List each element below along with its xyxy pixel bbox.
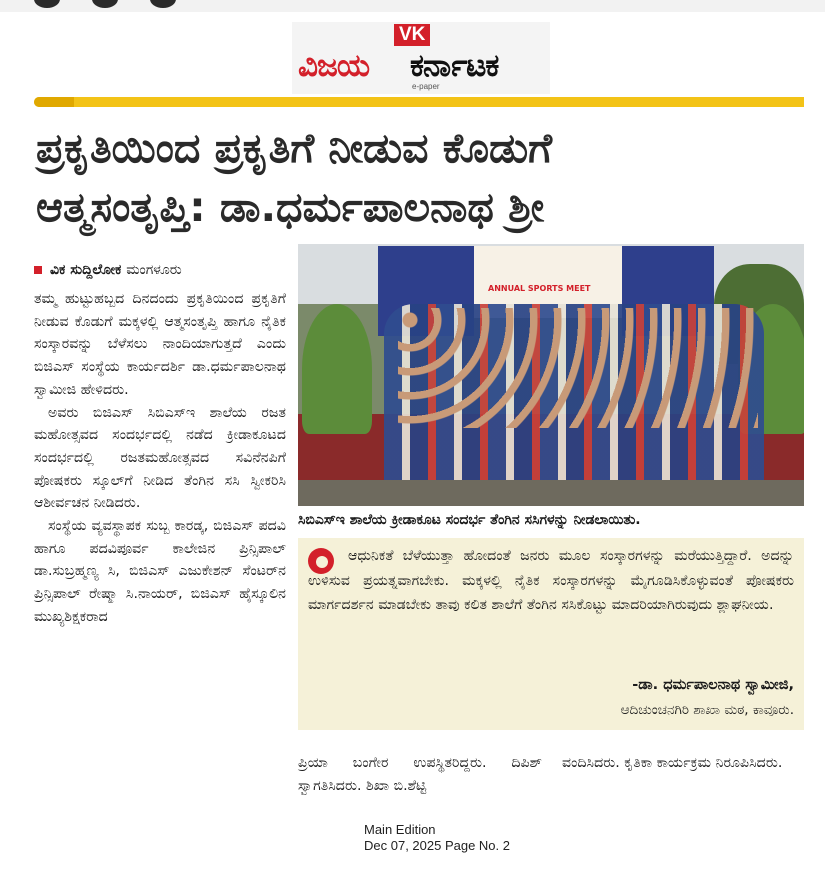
page-footer [364,822,510,854]
dateline [34,262,182,278]
headline-line-1: ಪ್ರಕೃತಿಯಿಂದ ಪ್ರಕೃತಿಗೆ ನೀಡುವ ಕೊಡುಗೆ [36,124,553,172]
dateline-place: ಮಂಗಳೂರು [126,262,182,278]
article-paragraph: ತಮ್ಮ ಹುಟ್ಟುಹಬ್ಬದ ದಿನದಂದು ಪ್ರಕೃತಿಯಿಂದ ಪ್ರಕೃತಿಗೆ ನೀಡುವ ಕೊಡುಗೆ ಮಕ್ಕಳಲ್ಲಿ ಆತ್ಮಸಂತೃಪ್ತಿ ಹಾಗೂ ನೈತಿಕ ಸಂಸ್ಕಾರವನ್ನು ಬೆಳೆಸಲು ನಾಂದಿಯಾಗುತ್ತದೆ ಎಂದು ಬಿಜಿಎಸ್ ಸಂಸ್ಥೆಯ ಕಾರ್ಯದರ್ಶಿ ಡಾ.ಧರ್ಮಪಾಲನಾಥ ಸ್ವಾಮೀಜಿ ಹೇಳಿದರು. [34,291,286,398]
ornament-icon [34,0,60,8]
photo-banner-text: ANNUAL SPORTS MEET [488,284,591,293]
footer-edition: Main Edition [364,822,436,837]
pull-quote-designation: ಆದಿಚುಂಚನಗಿರಿ ಶಾಖಾ ಮಠ, ಕಾವೂರು. [620,702,794,718]
masthead-name-left: ವಿಜಯ [298,48,370,84]
article-paragraph: ಸಂಸ್ಥೆಯ ವ್ಯವಸ್ಥಾಪಕ ಸುಬ್ಬ ಕಾರಡ್ಕ, ಬಿಜಿಎಸ್ ಪದವಿ ಹಾಗೂ ಪದವಿಪೂರ್ವ ಕಾಲೇಜಿನ ಪ್ರಿನ್ಸಿಪಾಲ್ ಡಾ.ಸುಬ್ರಹ್ಮಣ್ಯ ಸಿ, ಬಿಜಿಎಸ್ ಎಜುಕೇಶನ್ ಸೆಂಟರ್‌ನ ಪ್ರಿನ್ಸಿಪಾಲ್ ರೇಷ್ಮಾ ಸಿ.ನಾಯರ್, ಬಿಜಿಎಸ್ ಹೈಸ್ಕೂಲಿನ ಮುಖ್ಯಶಿಕ್ಷಕರಾದ [34,518,286,625]
headline-line-2: ಆತ್ಮಸಂತೃಪ್ತಿ: ಡಾ.ಧರ್ಮಪಾಲನಾಥ ಶ್ರೀ [36,183,545,231]
article-column-2: ಪ್ರಿಯಾ ಬಂಗೇರ ಉಪಸ್ಥಿತರಿದ್ದರು. ದಿಪಿಶ್ ಸ್ವಾಗತಿಸಿದರು. ಶಿಖಾ ಬಿ.ಶೆಟ್ಟಿ [298,755,542,794]
masthead-tagline: e-paper [412,82,440,91]
masthead-logo [292,22,550,94]
article-column-3: ವಂದಿಸಿದರು. ಕೃತಿಕಾ ಕಾರ್ಯಕ್ರಮ ನಿರೂಪಿಸಿದರು. [562,755,783,771]
dateline-source: ವಿಕ ಸುದ್ದಿಲೋಕ [50,262,122,278]
news-photo [298,244,804,506]
pull-quote-signature: -ಡಾ. ಧರ್ಮಪಾಲನಾಥ ಸ್ವಾಮೀಜಿ, [632,677,794,693]
headline-rule [34,97,804,107]
footer-date-page: Dec 07, 2025 Page No. 2 [364,838,510,853]
photo-caption: ಸಿಬಿಎಸ್‌ಇ ಶಾಲೆಯ ಕ್ರೀಡಾಕೂಟ ಸಂದರ್ಭ ತೆಂಗಿನ ಸಸಿಗಳನ್ನು ನೀಡಲಾಯಿತು. [298,512,641,528]
masthead-badge: VK [394,24,430,46]
pull-quote-text: ಆಧುನಿಕತೆ ಬೆಳೆಯುತ್ತಾ ಹೋದಂತೆ ಜನರು ಮೂಲ ಸಂಸ್ಕಾರಗಳನ್ನು ಮರೆಯುತ್ತಿದ್ದಾರೆ. ಅದನ್ನು ಉಳಿಸುವ ಪ್ರಯತ್ನವಾಗಬೇಕು. ಮಕ್ಕಳಲ್ಲಿ ನೈತಿಕ ಸಂಸ್ಕಾರಗಳನ್ನು ಮೈಗೂಡಿಸಿಕೊಳ್ಳುವಂತೆ ಪೋಷಕರು ಮಾರ್ಗದರ್ಶನ ಮಾಡಬೇಕು ತಾವು ಕಲಿತ ಶಾಲೆಗೆ ತೆಂಗಿನ ಸಸಿಕೊಟ್ಟು ಮಾದರಿಯಾಗಿರುವುದು ಶ್ಲಾಘನೀಯ. [308,548,794,613]
ornament-icon [92,0,118,8]
article-paragraph: ಅವರು ಬಿಜಿಎಸ್ ಸಿಬಿಎಸ್‌ಇ ಶಾಲೆಯ ರಜತ ಮಹೋತ್ಸವದ ಸಂದರ್ಭದಲ್ಲಿ ನಡೆದ ಕ್ರೀಡಾಕೂಟದ ಸಂದರ್ಭದಲ್ಲಿ ರಜತಮಹೋತ್ಸವದ ಸವಿನೆನಪಿಗೆ ಪೋಷಕರು ಸ್ಕೂಲ್‌ಗೆ ನೀಡಿದ ತೆಂಗಿನ ಸಸಿ ಸ್ವೀಕರಿಸಿ ಆಶೀರ್ವಚನ ನೀಡಿದರು. [34,404,286,512]
pull-quote [298,538,804,730]
bullet-square-icon [34,266,42,274]
ornament-icon [150,0,176,8]
article-column-1 [34,288,286,629]
masthead-name-right: ಕರ್ನಾಟಕ [410,48,499,84]
top-strip [0,0,825,12]
